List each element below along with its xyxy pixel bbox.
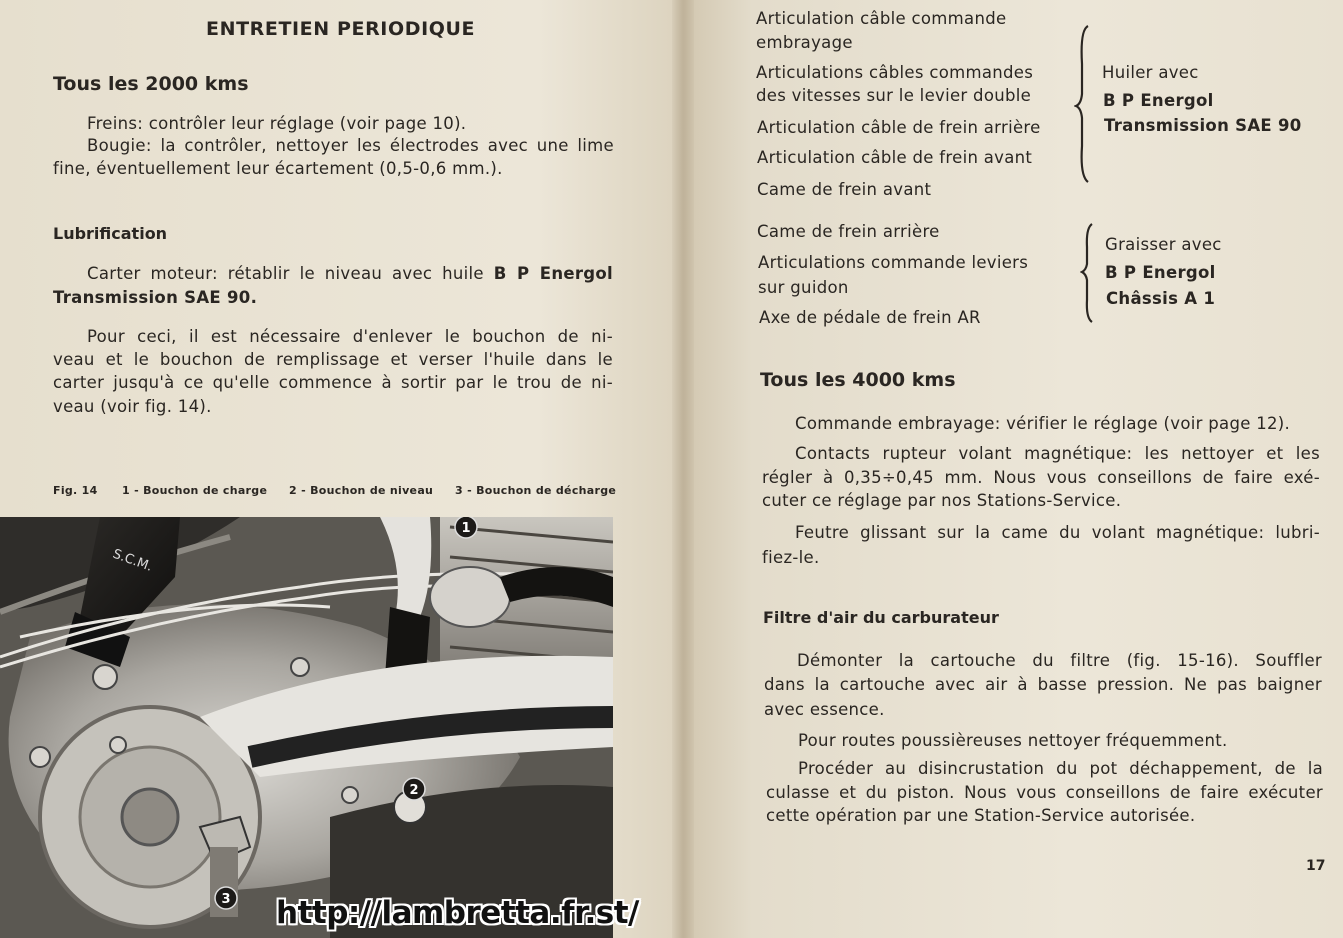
grease-label-line-2 — [1105, 261, 1216, 284]
feutre-line-2: fiez-le. — [762, 548, 820, 567]
grease-group-brace — [1080, 222, 1098, 324]
oil-label-line-3 — [1104, 114, 1302, 137]
grease-item-2b: sur guidon — [758, 278, 849, 297]
engine-photo — [0, 517, 639, 938]
heading-2000-kms: Tous les 2000 kms — [53, 73, 249, 95]
page-title: ENTRETIEN PERIODIQUE — [206, 18, 476, 40]
pour-ceci-line-1: Pour ceci, il est nécessaire d'enlever le bouchon de ni- — [87, 327, 613, 346]
marker-3 — [215, 887, 237, 909]
figure-caption-item-1: 1 - Bouchon de charge — [122, 484, 268, 497]
watermark-url: http://lambretta.fr.st/ — [276, 895, 639, 931]
grease-grade: Châssis A 1 — [1106, 289, 1216, 308]
marker-1-label: 1 — [461, 521, 471, 536]
page-number: 17 — [1306, 858, 1326, 874]
oil-brand: B P Energol — [1103, 91, 1214, 110]
carter-oil-brand: B P Energol — [493, 264, 613, 283]
book-gutter — [672, 0, 694, 938]
oil-item-5: Came de frein avant — [757, 180, 932, 199]
filtre-line-3: avec essence. — [764, 700, 885, 719]
marker-2 — [403, 778, 425, 800]
carter-oil-grade: Transmission SAE 90. — [53, 288, 258, 307]
oil-item-1a: Articulation câble commande — [756, 9, 1007, 28]
pour-ceci-line-4: veau (voir fig. 14). — [53, 397, 212, 416]
figure-caption-item-3: 3 - Bouchon de décharge — [455, 484, 617, 497]
bougie-line-1: Bougie: la contrôler, nettoyer les électrodes avec une lime — [87, 136, 614, 155]
grease-label-line-3 — [1106, 287, 1215, 310]
grease-item-1: Came de frein arrière — [757, 222, 940, 241]
rupteur-line-2: régler à 0,35÷0,45 mm. Nous vous conseillons de faire exé- — [762, 468, 1320, 487]
oil-item-2a: Articulations câbles commandes — [756, 63, 1034, 82]
bougie-line-2: fine, éventuellement leur écartement (0,5-0,6 mm.). — [53, 159, 503, 178]
embrayage-paragraph: Commande embrayage: vérifier le réglage (voir page 12). — [795, 414, 1291, 433]
rupteur-line-1: Contacts rupteur volant magnétique: les nettoyer et les — [795, 444, 1320, 463]
pot-line-3: cette opération par une Station-Service autorisée. — [766, 806, 1196, 825]
grease-brand: B P Energol — [1105, 263, 1216, 282]
oil-item-2b: des vitesses sur le levier double — [756, 86, 1032, 105]
oil-item-1b: embrayage — [756, 33, 853, 52]
oil-item-4: Articulation câble de frein avant — [757, 148, 1033, 167]
grease-label-line-1: Graisser avec — [1105, 235, 1222, 254]
routes-paragraph: Pour routes poussièreuses nettoyer fréquemment. — [798, 731, 1228, 750]
pour-ceci-line-2: veau et le bouchon de remplissage et verser l'huile dans le — [53, 350, 613, 369]
filtre-line-2: dans la cartouche avec air à basse pression. Ne pas baigner — [764, 675, 1322, 694]
shock-absorber-label: S.C.M. — [110, 546, 155, 575]
heading-filtre: Filtre d'air du carburateur — [763, 608, 999, 627]
oil-group-brace — [1074, 24, 1094, 184]
oil-label-line-2 — [1103, 89, 1214, 112]
feutre-line-1: Feutre glissant sur la came du volant magnétique: lubri- — [795, 523, 1320, 542]
engine-photo-illustration — [0, 517, 639, 938]
oil-item-3: Articulation câble de frein arrière — [757, 118, 1041, 137]
freins-paragraph: Freins: contrôler leur réglage (voir page 10). — [87, 114, 467, 133]
oil-label-line-1: Huiler avec — [1102, 63, 1199, 82]
figure-caption-item-2: 2 - Bouchon de niveau — [289, 484, 434, 497]
marker-1 — [455, 517, 477, 538]
carter-line-2 — [53, 286, 257, 309]
grease-item-3: Axe de pédale de frein AR — [759, 308, 981, 327]
heading-lubrification: Lubrification — [53, 224, 168, 243]
marker-3-label: 3 — [221, 892, 231, 907]
oil-grade: Transmission SAE 90 — [1104, 116, 1302, 135]
rupteur-line-3: cuter ce réglage par nos Stations-Service. — [762, 491, 1122, 510]
pot-line-1: Procéder au disincrustation du pot déchappement, de la — [798, 759, 1323, 778]
grease-item-2a: Articulations commande leviers — [758, 253, 1029, 272]
carter-line-1 — [87, 262, 613, 285]
filtre-line-1: Démonter la cartouche du filtre (fig. 15-16). Souffler — [797, 651, 1322, 670]
heading-4000-kms: Tous les 4000 kms — [760, 369, 956, 391]
carter-text: Carter moteur: rétablir le niveau avec huile — [87, 264, 494, 283]
marker-2-label: 2 — [409, 783, 419, 798]
pour-ceci-line-3: carter jusqu'à ce qu'elle commence à sortir par le trou de ni- — [53, 373, 613, 392]
figure-label: Fig. 14 — [53, 484, 98, 497]
pot-line-2: culasse et du piston. Nous vous conseillons de faire exécuter — [766, 783, 1323, 802]
